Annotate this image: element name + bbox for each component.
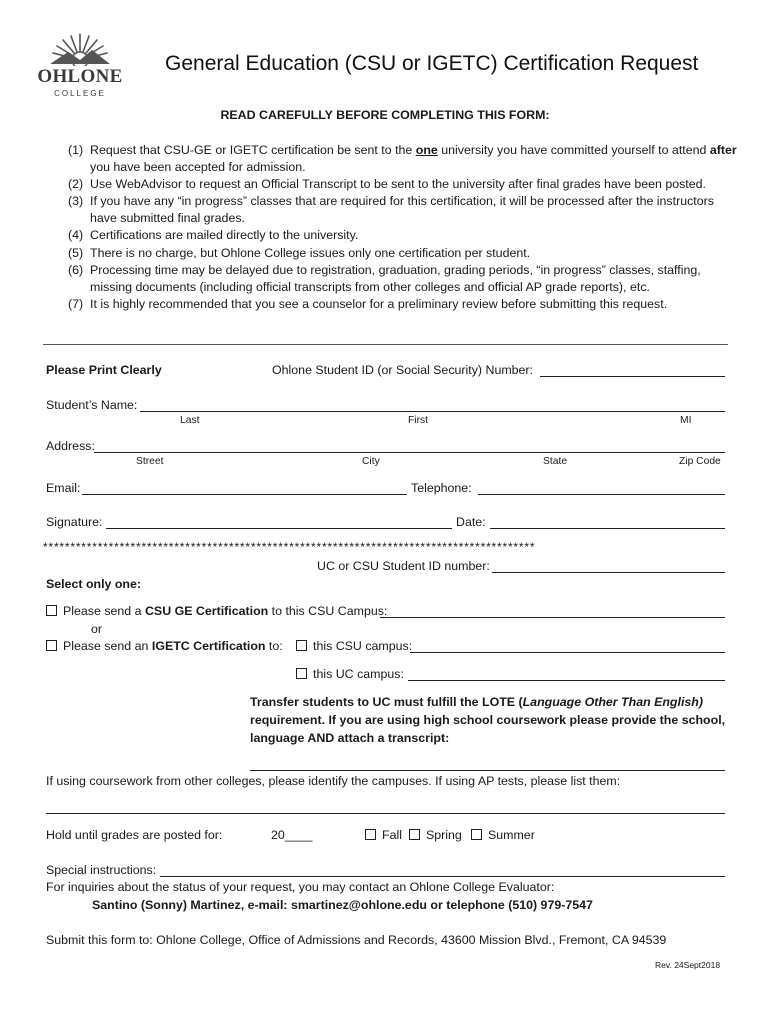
lote-requirement-note: Transfer students to UC must fulfill the LOTE (Language Other Than English) requirement. If you are using high school coursework please provide the school, language AND attach a transcript: — [250, 695, 726, 745]
address-street-caption: Street — [136, 456, 164, 467]
telephone-field[interactable] — [478, 481, 725, 495]
signature-label: Signature: — [46, 515, 103, 529]
special-instructions-field[interactable] — [160, 863, 725, 877]
spring-checkbox[interactable] — [409, 829, 420, 840]
special-instructions-label: Special instructions: — [46, 863, 157, 877]
term-spring-option: Spring — [409, 828, 462, 842]
logo-subtitle: COLLEGE — [54, 89, 106, 98]
instruction-item: (6) Processing time may be delayed due to registration, graduation, grading periods, “in progress” classes, staffing, missing documents (including official transcripts from other colleges and official AP grade reports), etc. — [68, 262, 701, 294]
email-field[interactable] — [82, 481, 407, 495]
instruction-item: (5) There is no charge, but Ohlone College issues only one certification per student. — [68, 245, 531, 260]
sunburst-icon — [30, 30, 130, 66]
other-colleges-label: If using coursework from other colleges, please identify the campuses. If using AP tests, please list them: — [46, 774, 621, 788]
email-label: Email: — [46, 481, 81, 495]
address-field[interactable] — [94, 439, 725, 453]
name-mi-caption: MI — [680, 415, 692, 426]
igetc-option: Please send an IGETC Certification to: — [46, 639, 283, 653]
instruction-item: (2) Use WebAdvisor to request an Official Transcript to be sent to the university after final grades have been posted. — [68, 177, 706, 192]
igetc-checkbox[interactable] — [46, 640, 57, 651]
telephone-label: Telephone: — [411, 481, 472, 495]
uc-csu-id-label: UC or CSU Student ID number: — [317, 559, 490, 573]
revision-date: Rev. 24Sept2018 — [655, 960, 721, 970]
summer-checkbox[interactable] — [471, 829, 482, 840]
year-field[interactable]: 20____ — [271, 828, 313, 842]
or-label: or — [91, 622, 103, 636]
page-title: General Education (CSU or IGETC) Certification Request — [165, 52, 699, 75]
term-fall-option: Fall — [365, 828, 402, 842]
name-last-caption: Last — [180, 415, 200, 426]
uc-csu-id-field[interactable] — [492, 559, 725, 573]
address-state-caption: State — [543, 456, 568, 467]
student-id-field[interactable] — [540, 363, 725, 377]
other-colleges-field[interactable] — [46, 800, 725, 814]
signature-field[interactable] — [106, 515, 452, 529]
instructions-list — [47, 142, 737, 313]
instruction-item: (3) If you have any “in progress” classes that are required for this certification, it will be processed after the instructors have submitted final grades. — [68, 194, 714, 226]
inquiries-text: For inquiries about the status of your request, you may contact an Ohlone College Evaluator: — [46, 880, 555, 894]
evaluator-contact: Santino (Sonny) Martinez, e-mail: smartinez@ohlone.edu or telephone (510) 979-7547 — [92, 898, 593, 912]
igetc-csu-option: this CSU campus: — [296, 639, 412, 653]
section-divider — [43, 344, 728, 345]
igetc-csu-checkbox[interactable] — [296, 640, 307, 651]
asterisk-separator: ****************************************************************************************** — [43, 540, 536, 554]
instruction-item: (7) It is highly recommended that you see a counselor for a preliminary review before submitting this request. — [68, 296, 668, 311]
date-label: Date: — [456, 515, 486, 529]
instruction-item: (1) Request that CSU-GE or IGETC certification be sent to the one university you have committed yourself to attend after you have been accepted for admission. — [68, 143, 737, 175]
read-carefully-heading: READ CAREFULLY BEFORE COMPLETING THIS FORM: — [220, 108, 550, 122]
hold-until-label: Hold until grades are posted for: — [46, 828, 223, 842]
submit-address: Submit this form to: Ohlone College, Office of Admissions and Records, 43600 Mission Blvd., Fremont, CA 94539 — [46, 933, 667, 947]
date-field[interactable] — [490, 515, 725, 529]
csu-ge-campus-field[interactable] — [380, 604, 725, 618]
igetc-uc-checkbox[interactable] — [296, 668, 307, 679]
ohlone-logo — [30, 30, 130, 102]
address-city-caption: City — [362, 456, 380, 467]
logo-name: OHLONE — [37, 66, 123, 87]
address-zip-caption: Zip Code — [679, 456, 721, 467]
select-one-label: Select only one: — [46, 577, 142, 591]
igetc-uc-option: this UC campus: — [296, 667, 404, 681]
fall-checkbox[interactable] — [365, 829, 376, 840]
student-name-field[interactable] — [140, 398, 725, 412]
print-clearly-label: Please Print Clearly — [46, 363, 162, 377]
instruction-item: (4) Certifications are mailed directly to the university. — [68, 228, 359, 243]
address-label: Address: — [46, 439, 95, 453]
student-id-label: Ohlone Student ID (or Social Security) Number: — [272, 363, 534, 377]
igetc-uc-campus-field[interactable] — [408, 667, 725, 681]
csu-ge-option: Please send a CSU GE Certification to this CSU Campus: — [46, 604, 387, 618]
csu-ge-checkbox[interactable] — [46, 605, 57, 616]
lote-coursework-field[interactable] — [250, 757, 725, 771]
name-first-caption: First — [408, 415, 429, 426]
igetc-csu-campus-field[interactable] — [410, 639, 725, 653]
student-name-label: Student’s Name: — [46, 398, 138, 412]
term-summer-option: Summer — [471, 828, 535, 842]
